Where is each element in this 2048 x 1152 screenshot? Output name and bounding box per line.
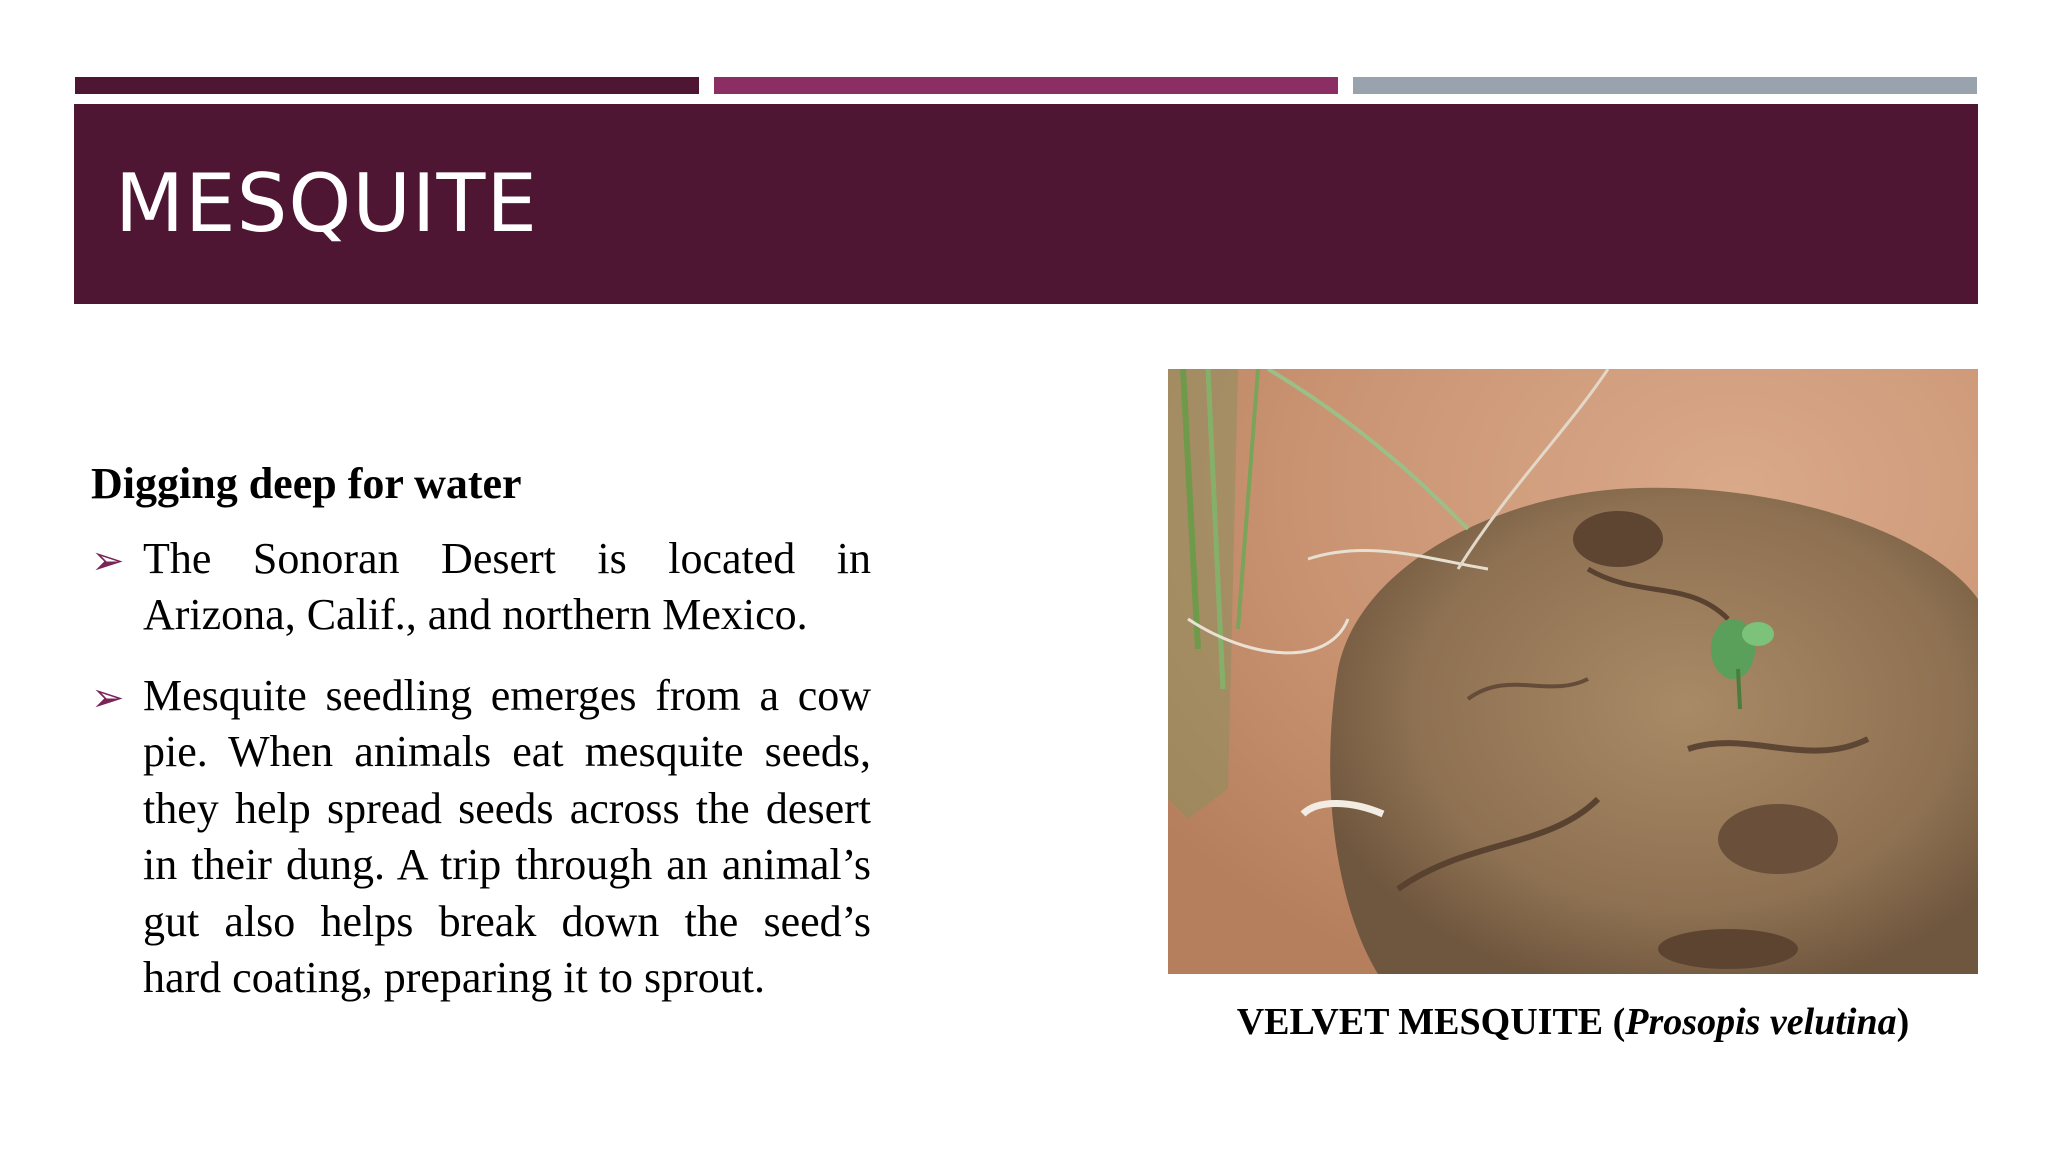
arrow-bullet-icon: ➢: [91, 537, 125, 584]
title-band: [74, 104, 1978, 304]
photo-caption: [1168, 1000, 1978, 1044]
bullet-text: The Sonoran Desert is located in Arizona, Calif., and northern Mexico.: [143, 533, 871, 640]
subheading: Digging deep for water: [91, 459, 522, 508]
accent-bar-gray: [1353, 77, 1977, 94]
accent-bar-magenta: [714, 77, 1338, 94]
list-item: [91, 531, 871, 644]
caption-scientific-name: Prosopis velutina: [1625, 1001, 1897, 1043]
text-content: [91, 458, 871, 1031]
accent-bar-dark: [75, 77, 699, 94]
bullet-list: [91, 531, 871, 1007]
list-item: [91, 668, 871, 1007]
bullet-text: Mesquite seedling emerges from a cow pie. When animals eat mesquite seeds, they help spread seeds across the desert in their dung. A trip through an animal’s gut also helps break down the seed’s hard coating, preparing it to sprout.: [143, 670, 871, 1003]
mesquite-seedling-photo: [1168, 369, 1978, 974]
caption-common-name: VELVET MESQUITE (: [1236, 1001, 1626, 1043]
caption-end: ): [1896, 1001, 1910, 1043]
arrow-bullet-icon: ➢: [91, 674, 125, 721]
slide-title: MESQUITE: [115, 157, 538, 250]
